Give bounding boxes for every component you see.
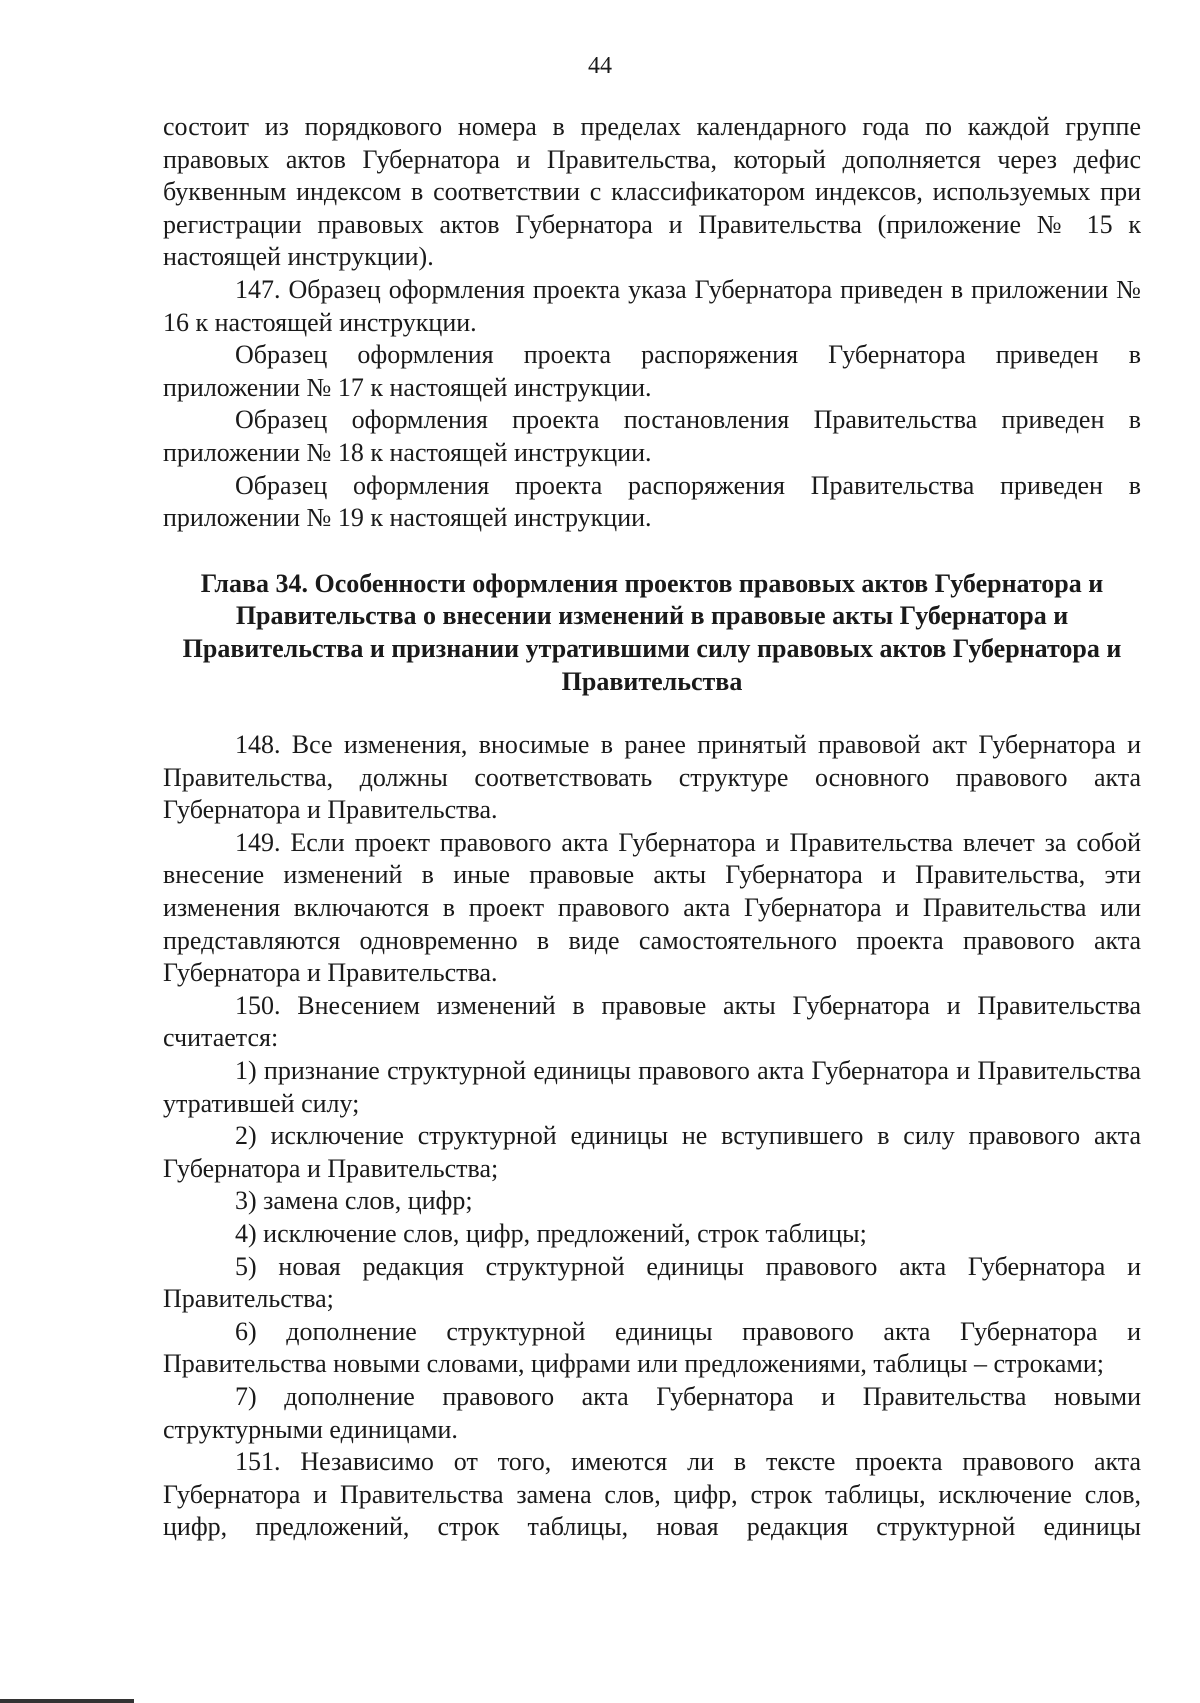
scan-edge-mark bbox=[0, 1699, 134, 1703]
paragraph-147-governor-order: Образец оформления проекта распоряжения Губернатора приведен в приложении № 17 к настоящей инструкции. bbox=[163, 340, 1141, 402]
list-item-2: 2) исключение структурной единицы не вступившего в силу правового акта Губернатора и Правительства; bbox=[163, 1121, 1141, 1183]
chapter-heading: Глава 34. Особенности оформления проектов правовых актов Губернатора и Правительства о внесении изменений в правовые акты Губернатора и Правительства и признании утратившими силу правовых актов Губернатора и Правительства bbox=[182, 568, 1122, 696]
paragraph-continuation: состоит из порядкового номера в пределах календарного года по каждой группе правовых актов Губернатора и Правительства, который дополняется через дефис буквенным индексом в соответствии с классификатором индексов, используемых при регистрации правовых актов Губернатора и Правительства (приложение № 15 к настоящей инструкции). bbox=[163, 112, 1141, 272]
page-number: 44 bbox=[588, 53, 612, 79]
list-item-6: 6) дополнение структурной единицы правового акта Губернатора и Правительства новыми словами, цифрами или предложениями, таблицы – строками; bbox=[163, 1316, 1141, 1379]
list-item-1: 1) признание структурной единицы правового акта Губернатора и Правительства утратившей силу; bbox=[163, 1056, 1141, 1118]
paragraph-151: 151. Независимо от того, имеются ли в тексте проекта правового акта Губернатора и Правительства замена слов, цифр, строк таблицы, исключение слов, цифр, предложений, строк таблицы, новая редакция структурной единицы bbox=[163, 1447, 1141, 1542]
paragraph-147-government-order: Образец оформления проекта распоряжения Правительства приведен в приложении № 19 к настоящей инструкции. bbox=[163, 470, 1141, 533]
paragraph-148: 148. Все изменения, вносимые в ранее принятый правовой акт Губернатора и Правительства, должны соответствовать структуре основного правового акта Губернатора и Правительства. bbox=[163, 730, 1141, 825]
list-item-5: 5) новая редакция структурной единицы правового акта Губернатора и Правительства; bbox=[163, 1251, 1141, 1314]
list-item-3: 3) замена слов, цифр; bbox=[235, 1186, 473, 1216]
document-body bbox=[163, 111, 1141, 1544]
paragraph-150: 150. Внесением изменений в правовые акты Губернатора и Правительства считается: bbox=[163, 990, 1141, 1053]
paragraph-149: 149. Если проект правового акта Губернатора и Правительства влечет за собой внесение изменений в иные правовые акты Губернатора и Правительства, эти изменения включаются в проект правового акта Губернатора и Правительства или представляются одновременно в виде самостоятельного проекта правового акта Губернатора и Правительства. bbox=[163, 827, 1141, 988]
paragraph-147: 147. Образец оформления проекта указа Губернатора приведен в приложении № 16 к настоящей инструкции. bbox=[163, 274, 1141, 337]
list-item-4: 4) исключение слов, цифр, предложений, строк таблицы; bbox=[235, 1219, 867, 1248]
paragraph-147-government-resolution: Образец оформления проекта постановления Правительства приведен в приложении № 18 к настоящей инструкции. bbox=[163, 405, 1141, 467]
list-item-7: 7) дополнение правового акта Губернатора и Правительства новыми структурными единицами. bbox=[163, 1381, 1141, 1444]
